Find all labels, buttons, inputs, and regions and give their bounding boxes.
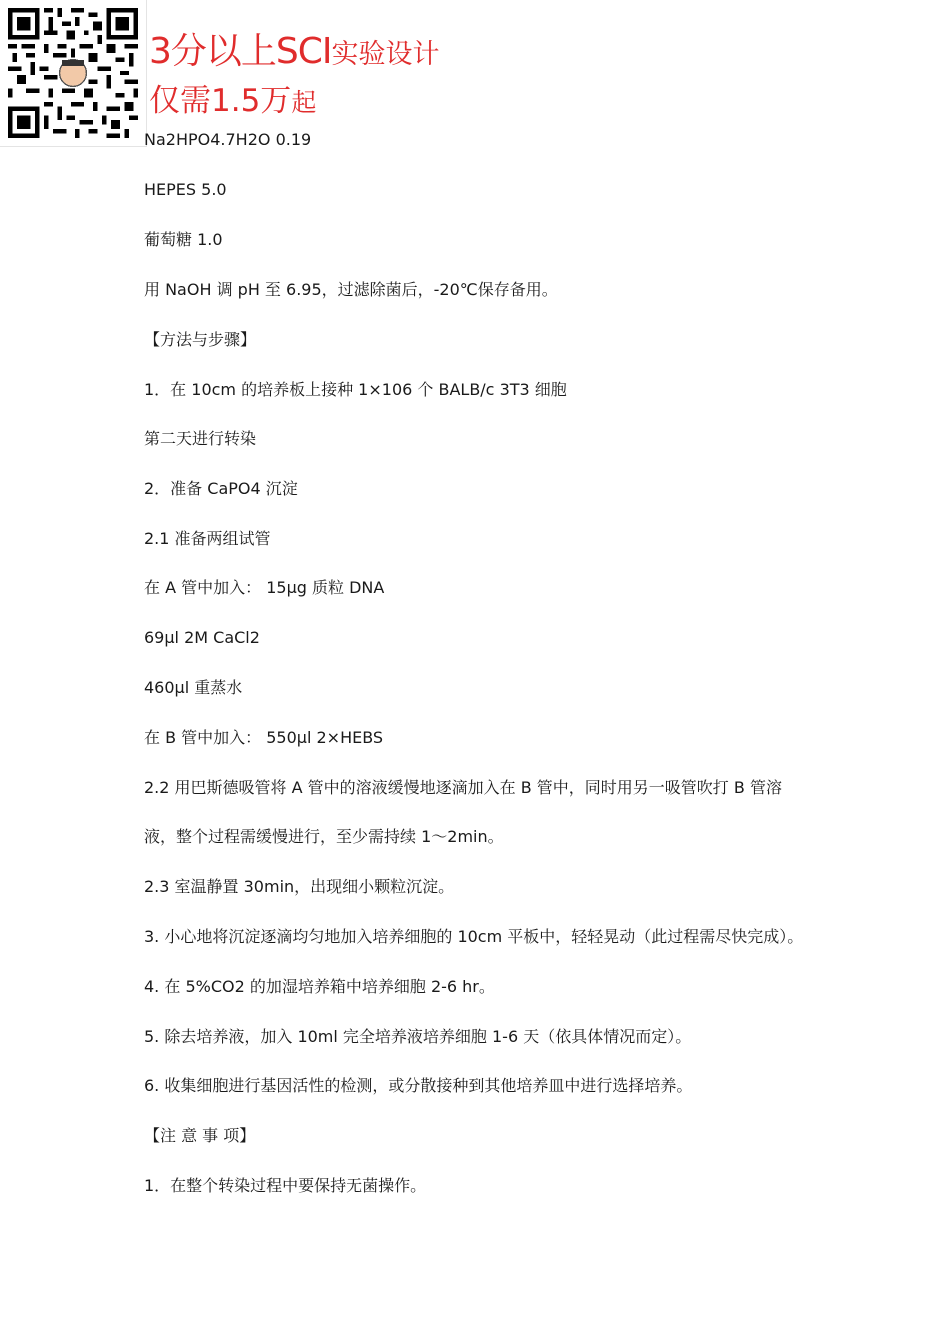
qr-banner[interactable] <box>0 0 147 147</box>
text-line: 5. 除去培养液，加入 10ml 完全培养液培养细胞 1-6 天（依具体情况而定）。 <box>144 1027 692 1046</box>
text-line: 葡萄糖 1.0 <box>144 230 223 249</box>
ad-headline-small: 实验设计 <box>331 39 440 70</box>
text-line: 用 NaOH 调 pH 至 6.95，过滤除菌后，-20℃保存备用。 <box>144 280 558 299</box>
text-line: 2.2 用巴斯德吸管将 A 管中的溶液缓慢地逐滴加入在 B 管中，同时用另一吸管吹打 B 管溶 <box>144 778 782 797</box>
text-line: 液，整个过程需缓慢进行，至少需持续 1～2min。 <box>144 827 504 846</box>
ad-headline[interactable] <box>149 30 440 77</box>
ad-price-main: 仅需1.5万 <box>149 83 292 119</box>
text-line: Na2HPO4.7H2O 0.19 <box>144 130 312 149</box>
text-line: 2.3 室温静置 30min，出现细小颗粒沉淀。 <box>144 877 455 896</box>
ad-price[interactable] <box>149 80 316 124</box>
text-line: 3. 小心地将沉淀逐滴均匀地加入培养细胞的 10cm 平板中，轻轻晃动（此过程需尽快完成）。 <box>144 927 804 946</box>
text-line: 4. 在 5%CO2 的加湿培养箱中培养细胞 2-6 hr。 <box>144 977 495 996</box>
qr-code-icon <box>8 8 138 138</box>
section-heading: 【注 意 事 项】 <box>144 1126 256 1145</box>
text-line: 在 B 管中加入： 550μl 2×HEBS <box>144 728 384 747</box>
text-line: HEPES 5.0 <box>144 180 227 199</box>
text-line: 69μl 2M CaCl2 <box>144 628 260 647</box>
text-line: 在 A 管中加入： 15μg 质粒 DNA <box>144 578 385 597</box>
text-line: 2.1 准备两组试管 <box>144 529 271 548</box>
text-line: 460μl 重蒸水 <box>144 678 243 697</box>
ad-price-small: 起 <box>291 88 317 117</box>
text-line: 1．在 10cm 的培养板上接种 1×106 个 BALB/c 3T3 细胞 <box>144 380 567 399</box>
text-line: 1．在整个转染过程中要保持无菌操作。 <box>144 1176 427 1195</box>
ad-headline-main: 3分以上SCI <box>149 31 332 72</box>
text-line: 6. 收集细胞进行基因活性的检测，或分散接种到其他培养皿中进行选择培养。 <box>144 1076 693 1095</box>
text-line: 第二天进行转染 <box>144 429 257 448</box>
text-line: 2．准备 CaPO4 沉淀 <box>144 479 298 498</box>
section-heading: 【方法与步骤】 <box>144 330 257 349</box>
